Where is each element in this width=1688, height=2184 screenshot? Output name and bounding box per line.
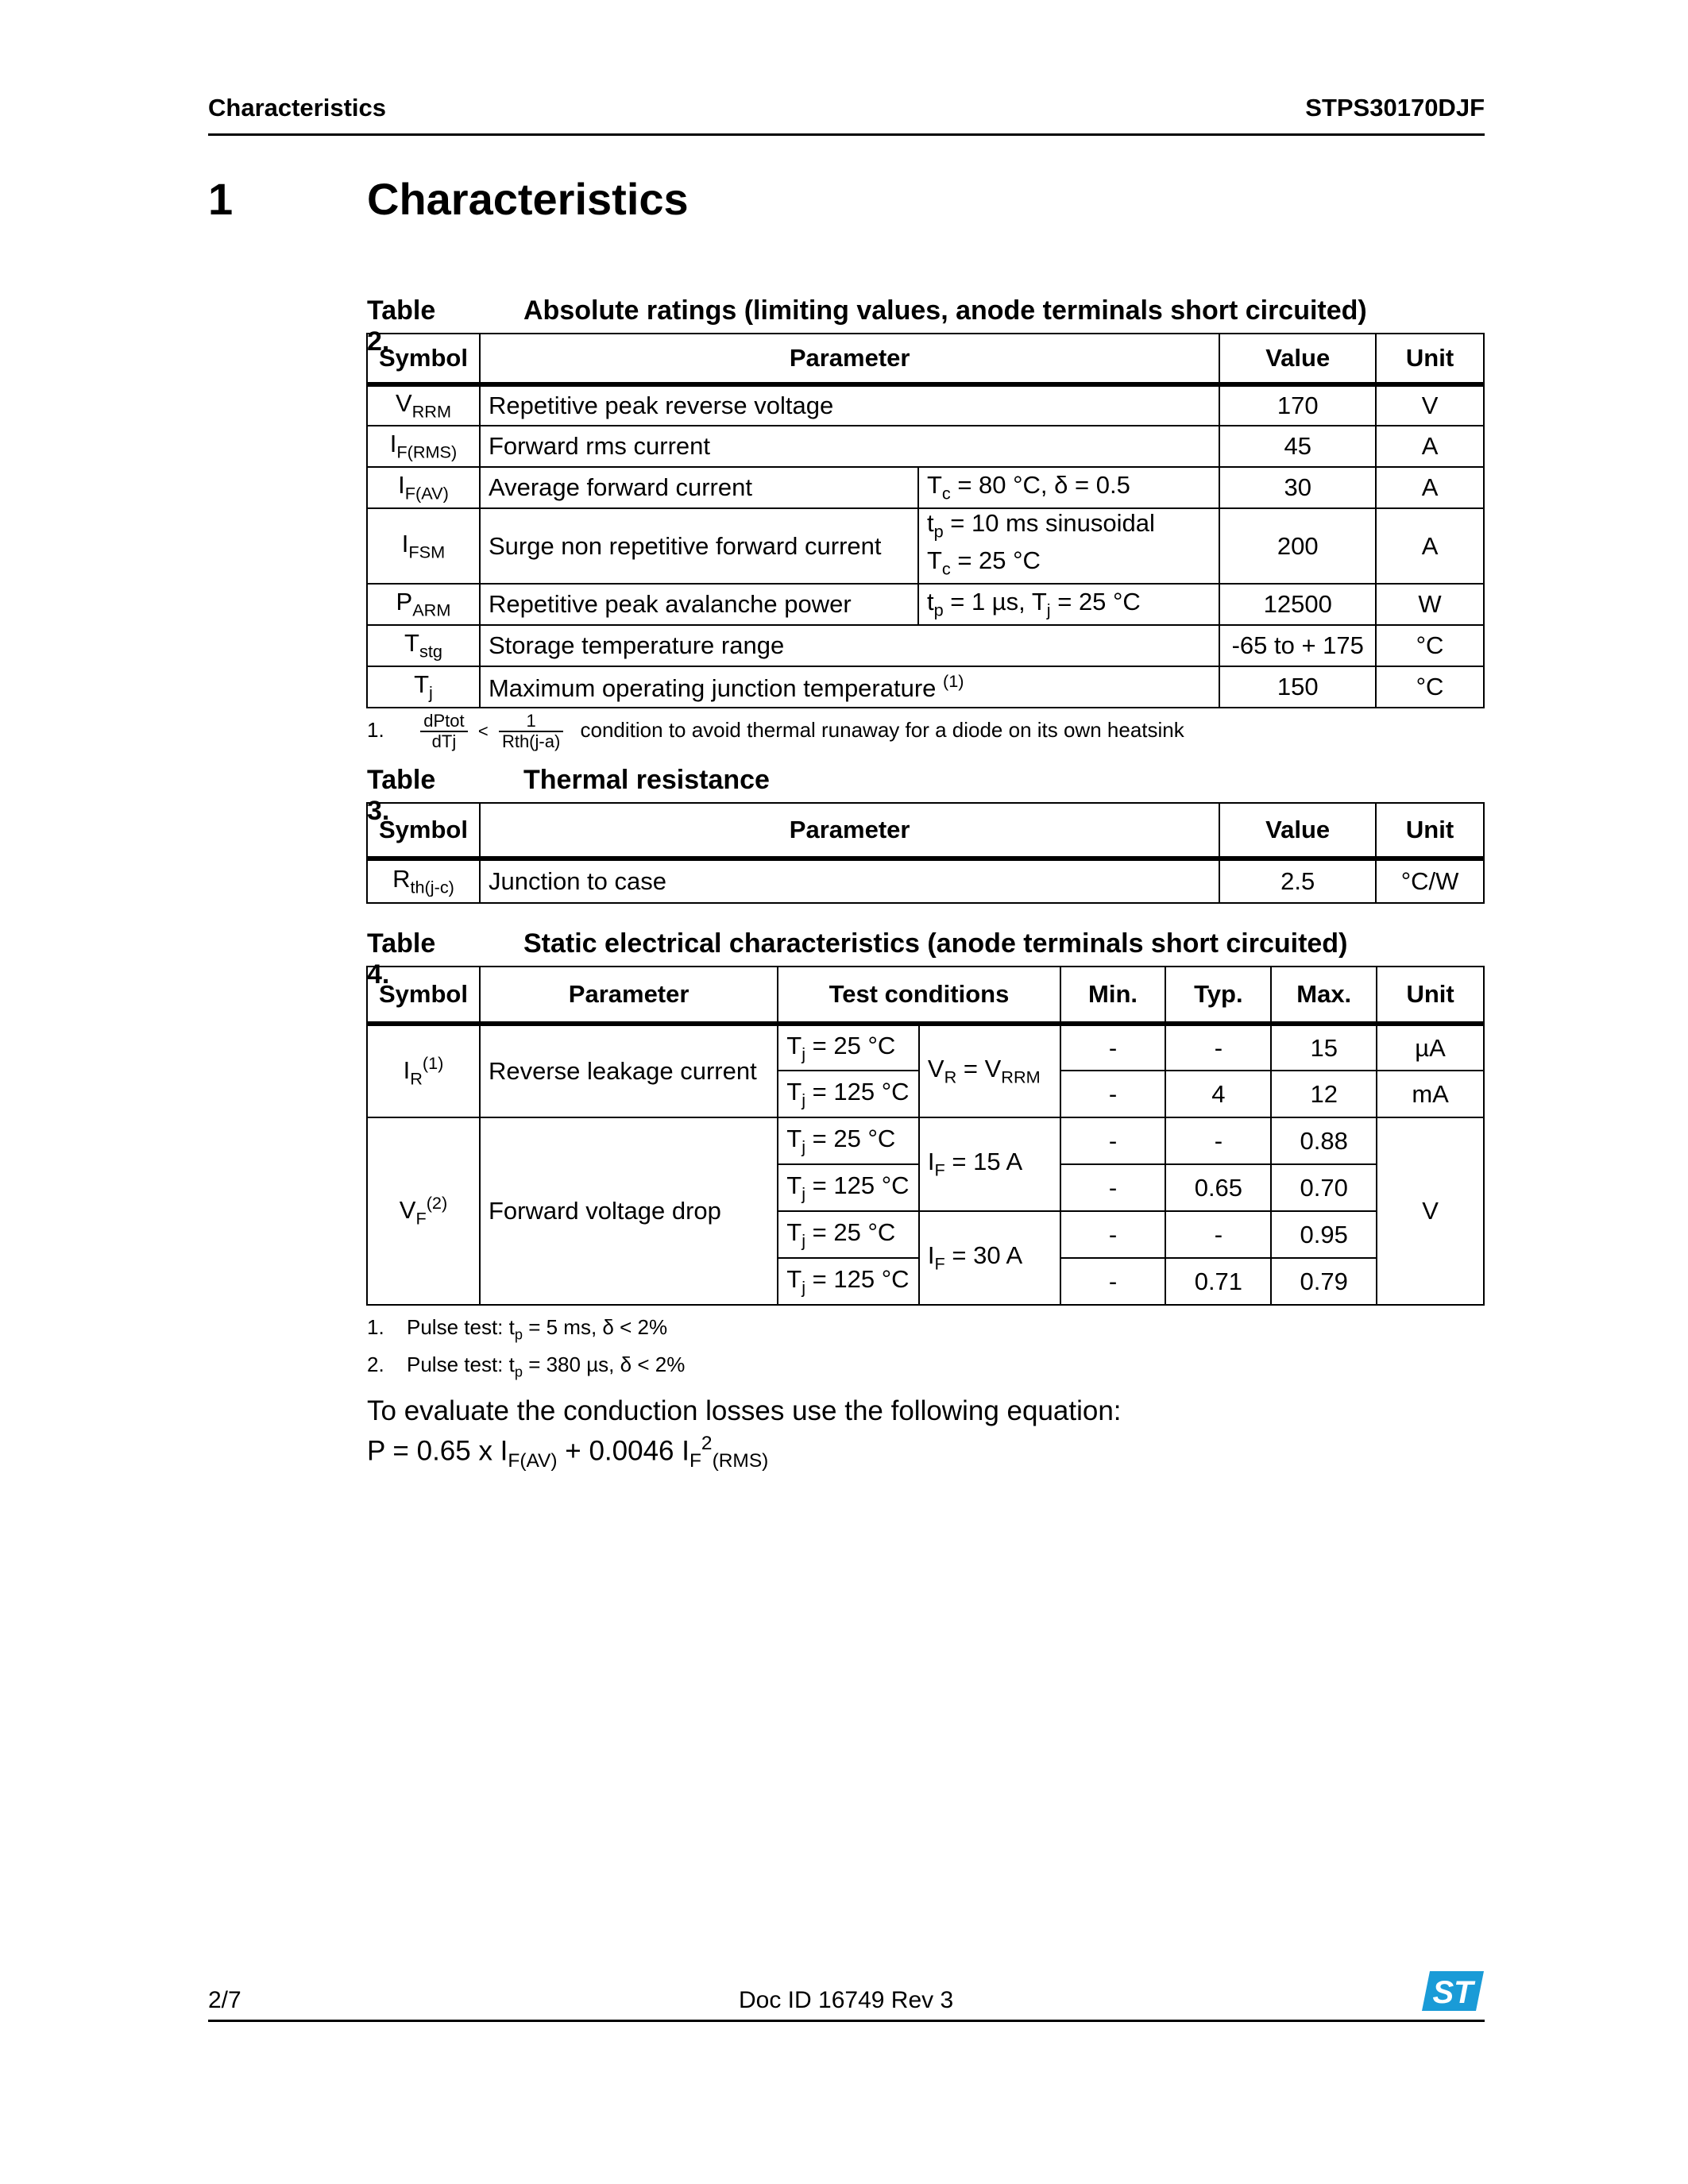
table4-header-parameter: Parameter <box>480 967 778 1024</box>
st-logo-icon <box>1420 1970 1485 2012</box>
table3-header-symbol: Symbol <box>367 803 480 859</box>
table4-label: Table 4. <box>367 928 436 990</box>
table3 <box>366 802 1485 904</box>
table3-label: Table 3. <box>367 765 436 826</box>
table3-title: Thermal resistance <box>523 765 770 795</box>
footer-rule <box>208 2020 1485 2022</box>
table2-title: Absolute ratings (limiting values, anode terminals short circuited) <box>523 295 1367 326</box>
equation: P = 0.65 x $I_{F(AV)} + 0.0046$ $I_F^2_{(RMS)}$ <box>367 1433 769 1472</box>
equation-intro: To evaluate the conduction losses use the following equation: <box>367 1395 1122 1426</box>
table-row: $T_j = 25$ °C $I_F = 30$ A - - 0.95 <box>367 1211 1484 1258</box>
footer-doc-id: Doc ID 16749 Rev 3 <box>739 1987 954 2013</box>
fraction-rth: $\frac{1}{\text{Rth(j-a)}}$ <box>499 712 563 751</box>
table-row: $T_j = 125$ °C - 4 12 mA <box>367 1071 1484 1117</box>
table2 <box>366 333 1485 708</box>
table4-header-typ: Typ. <box>1165 967 1271 1024</box>
header-left: Characteristics <box>208 94 387 122</box>
table-row: $T_j$ Maximum operating junction temperature $^{(1)}$ 150 °C <box>367 666 1484 708</box>
section-title: Characteristics <box>367 174 689 224</box>
table3-header-unit: Unit <box>1376 803 1484 859</box>
svg-text:ST: ST <box>1432 1975 1474 2010</box>
table-row: $V_F^{(2)}$ Forward voltage drop $T_j = 25$ °C $I_F = 15$ A - - 0.88 V <box>367 1117 1484 1164</box>
footer-page: 2/7 <box>208 1987 241 2013</box>
table2-label: Table 2. <box>367 295 436 357</box>
table-row: $I_R^{(1)}$ Reverse leakage current $T_j = 25$ °C $V_R = V_{RRM}$ - - 15 µA <box>367 1024 1484 1071</box>
table-row: $T_j = 125$ °C - 0.65 0.70 <box>367 1164 1484 1211</box>
table4-header-max: Max. <box>1271 967 1377 1024</box>
fraction-dptot-dtj: $\frac{\text{dPtot}}{\text{dTj}}$ <box>420 712 467 751</box>
table-row: $T_{stg}$ Storage temperature range -65 to + 175 °C <box>367 625 1484 666</box>
table4-header-test-conditions: Test conditions <box>778 967 1060 1024</box>
table2-header-symbol: Symbol <box>367 334 480 384</box>
table-row: $V_{RRM}$ Repetitive peak reverse voltage 170 V <box>367 384 1484 426</box>
table4-footnote-1: 1. Pulse test: $t_p = 5$ ms, δ < 2% <box>367 1315 668 1343</box>
table-row: $I_{F(RMS)}$ Forward rms current 45 A <box>367 426 1484 467</box>
table2-footnote: 1. $\frac{\text{dPtot}}{\text{dTj}}$ < $\frac{1}{\text{Rth(j-a)}}$ condition to avoid thermal runaway for a diode on its own heatsink <box>367 711 1184 751</box>
table2-header-unit: Unit <box>1376 334 1484 384</box>
table3-header-value: Value <box>1219 803 1376 859</box>
table-row: $I_{FSM}$ Surge non repetitive forward current $t_p = 10$ ms sinusoidal $T_c = 25$ °C 200 A <box>367 508 1484 584</box>
table4 <box>366 966 1485 1306</box>
table4-header-min: Min. <box>1060 967 1166 1024</box>
st-logo <box>1420 1970 1485 2012</box>
table-row: $P_{ARM}$ Repetitive peak avalanche power $t_p = 1$ µs, $T_j = 25$ °C 12500 W <box>367 584 1484 625</box>
table-row: $I_{F(AV)}$ Average forward current $T_c = 80$ °C, δ = 0.5 30 A <box>367 467 1484 508</box>
table4-header-unit: Unit <box>1377 967 1484 1024</box>
table-row: $T_j = 125$ °C - 0.71 0.79 <box>367 1258 1484 1305</box>
table2-header-parameter: Parameter <box>480 334 1219 384</box>
table4-title: Static electrical characteristics (anode terminals short circuited) <box>523 928 1348 959</box>
table-row: $R_{th(j-c)}$ Junction to case 2.5 °C/W <box>367 859 1484 903</box>
table4-header-symbol: Symbol <box>367 967 480 1024</box>
table2-header-value: Value <box>1219 334 1376 384</box>
table3-header-parameter: Parameter <box>480 803 1219 859</box>
section-number: 1 <box>208 174 234 224</box>
header-rule <box>208 133 1485 136</box>
header-right: STPS30170DJF <box>1305 94 1485 122</box>
table4-footnote-2: 2. Pulse test: $t_p = 380$ µs, δ < 2% <box>367 1352 686 1380</box>
